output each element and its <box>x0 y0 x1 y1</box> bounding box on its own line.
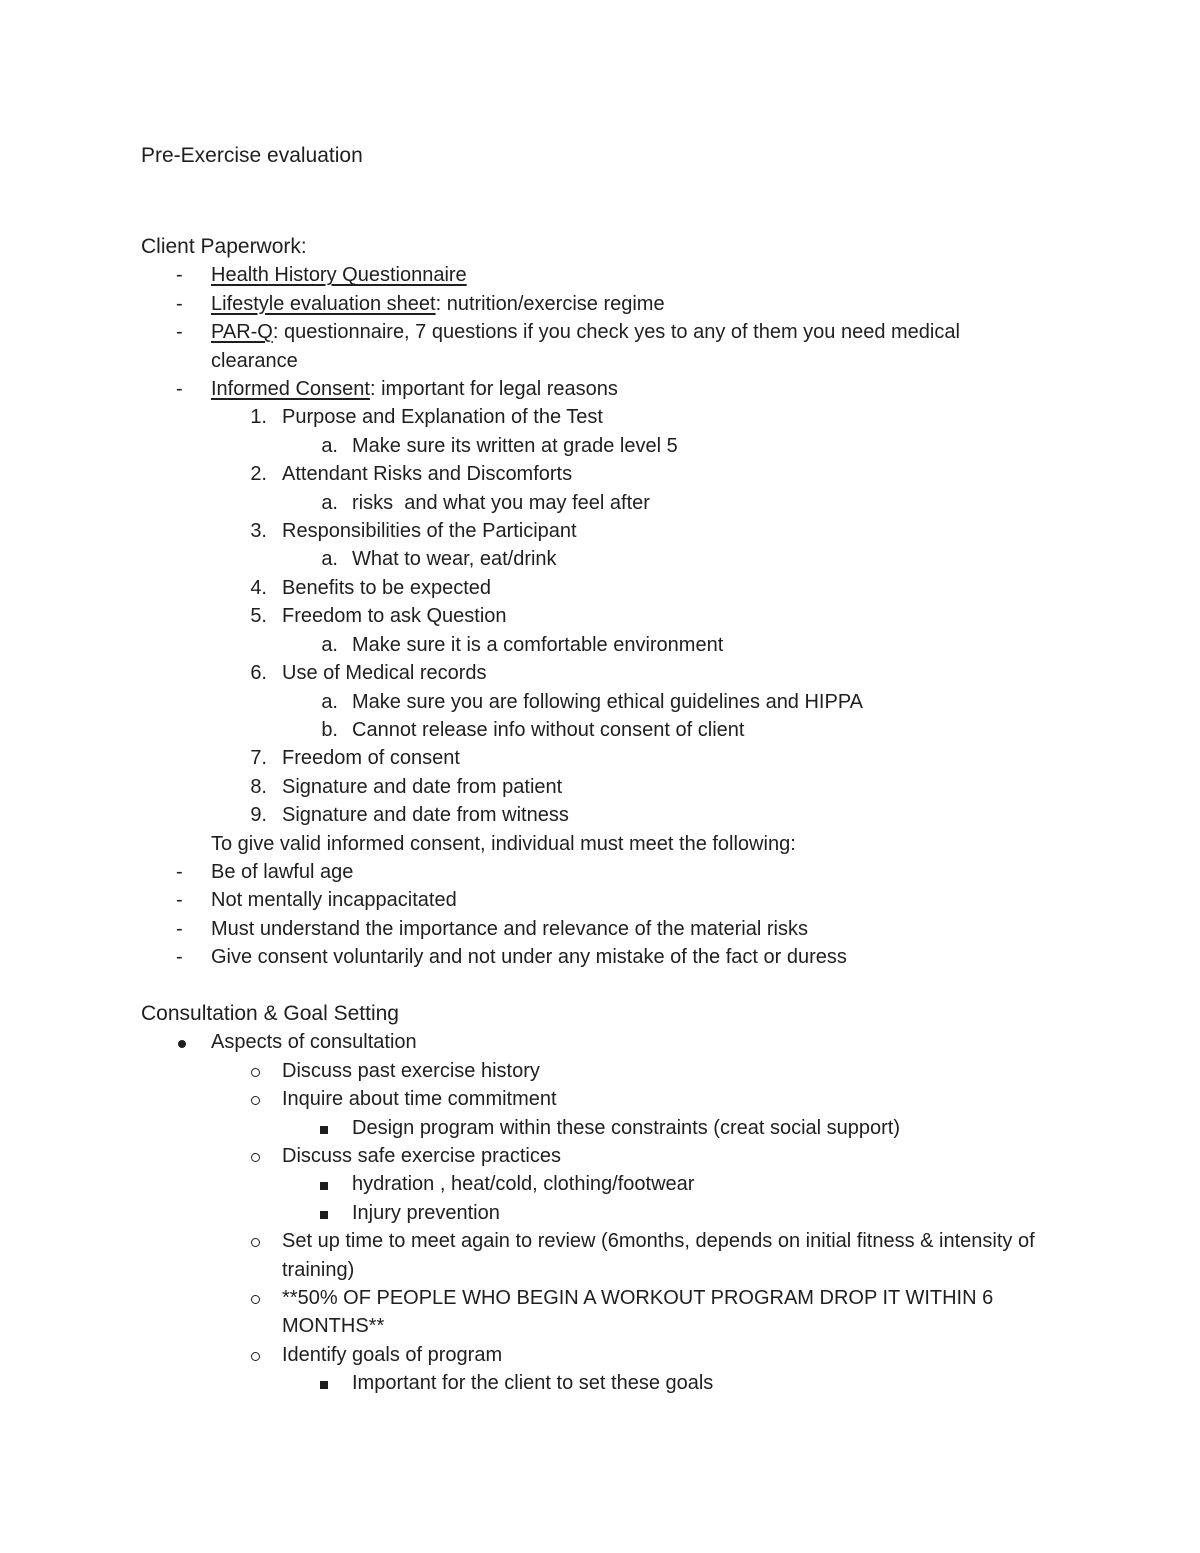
list-item-valid-consent: - Not mentally incappacitated <box>0 886 1200 914</box>
link-par-q[interactable]: PAR-Q <box>211 321 273 344</box>
square-bullet-icon <box>318 1114 328 1142</box>
dash-marker: - <box>176 321 183 344</box>
document-title: Pre-Exercise evaluation <box>141 144 363 167</box>
link-informed-consent[interactable]: Informed Consent <box>211 378 370 401</box>
circle-bullet-icon <box>248 1284 260 1312</box>
list-item: Important for the client to set these goals <box>0 1369 1200 1397</box>
consent-step: 6. Use of Medical records <box>250 662 487 685</box>
valid-consent-intro: To give valid informed consent, individual must meet the following: <box>211 832 796 855</box>
consent-step: 1. Purpose and Explanation of the Test <box>250 406 603 429</box>
link-health-history-questionnaire[interactable]: Health History Questionnaire <box>211 264 467 287</box>
list-item-valid-consent: - Must understand the importance and relevance of the material risks <box>0 915 1200 943</box>
dash-marker: - <box>176 889 183 912</box>
dash-marker: - <box>176 917 183 940</box>
consent-substep: a. What to wear, eat/drink <box>321 548 557 571</box>
dash-marker: - <box>176 264 183 287</box>
dash-marker: - <box>176 860 183 883</box>
consent-step: 4. Benefits to be expected <box>250 576 492 599</box>
consent-step: 8. Signature and date from patient <box>250 775 563 798</box>
list-item-informed-consent: - Informed Consent: important for legal reasons <box>0 375 1200 403</box>
list-item: Inquire about time commitment <box>0 1085 1200 1113</box>
list-item: Injury prevention <box>0 1199 1200 1227</box>
circle-bullet-icon <box>248 1142 260 1170</box>
consent-step: 2. Attendant Risks and Discomforts <box>250 463 573 486</box>
circle-bullet-icon <box>248 1057 260 1085</box>
list-item: Set up time to meet again to review (6months, depends on initial fitness & intensity of training) <box>0 1227 1200 1284</box>
document-body <box>0 233 1200 1398</box>
dash-marker: - <box>176 292 183 315</box>
list-item-aspects: Aspects of consultation <box>0 1028 1200 1056</box>
section-heading-client-paperwork: Client Paperwork: <box>141 235 307 258</box>
square-bullet-icon <box>318 1369 328 1397</box>
list-item: hydration , heat/cold, clothing/footwear <box>0 1170 1200 1198</box>
blank-line <box>0 972 1200 1000</box>
consent-step: 9. Signature and date from witness <box>250 804 569 827</box>
circle-bullet-icon <box>248 1341 260 1369</box>
consent-step: 3. Responsibilities of the Participant <box>250 520 577 543</box>
consent-substep: b. Cannot release info without consent of client <box>321 718 745 741</box>
circle-bullet-icon <box>248 1085 260 1113</box>
list-item: Discuss safe exercise practices <box>0 1142 1200 1170</box>
list-item-valid-consent: - Give consent voluntarily and not under any mistake of the fact or duress <box>0 943 1200 971</box>
disc-bullet-icon <box>178 1028 186 1056</box>
list-item-health-history <box>0 261 1200 289</box>
list-item-par-q: - PAR-Q: questionnaire, 7 questions if you check yes to any of them you need medical clearance <box>0 318 1200 375</box>
square-bullet-icon <box>318 1199 328 1227</box>
list-item-lifestyle-evaluation: - Lifestyle evaluation sheet: nutrition/exercise regime <box>0 290 1200 318</box>
link-lifestyle-evaluation-sheet[interactable]: Lifestyle evaluation sheet <box>211 292 436 315</box>
section-heading-consultation: Consultation & Goal Setting <box>141 1001 399 1025</box>
list-item: **50% OF PEOPLE WHO BEGIN A WORKOUT PROGRAM DROP IT WITHIN 6 MONTHS** <box>0 1284 1200 1341</box>
consent-substep: a. Make sure it is a comfortable environment <box>321 633 724 656</box>
consent-step: 7. Freedom of consent <box>250 747 460 770</box>
consent-step: 5. Freedom to ask Question <box>250 605 507 628</box>
dash-marker: - <box>176 946 183 969</box>
consent-substep: a. Make sure its written at grade level 5 <box>321 434 678 457</box>
list-item: Identify goals of program <box>0 1341 1200 1369</box>
consent-substep: a. Make sure you are following ethical guidelines and HIPPA <box>321 690 864 713</box>
list-item-valid-consent: - Be of lawful age <box>0 858 1200 886</box>
list-item: Design program within these constraints (creat social support) <box>0 1114 1200 1142</box>
consent-substep: a. risks and what you may feel after <box>321 491 650 514</box>
circle-bullet-icon <box>248 1227 260 1255</box>
list-item: Discuss past exercise history <box>0 1057 1200 1085</box>
square-bullet-icon <box>318 1170 328 1198</box>
dash-marker: - <box>176 378 183 401</box>
